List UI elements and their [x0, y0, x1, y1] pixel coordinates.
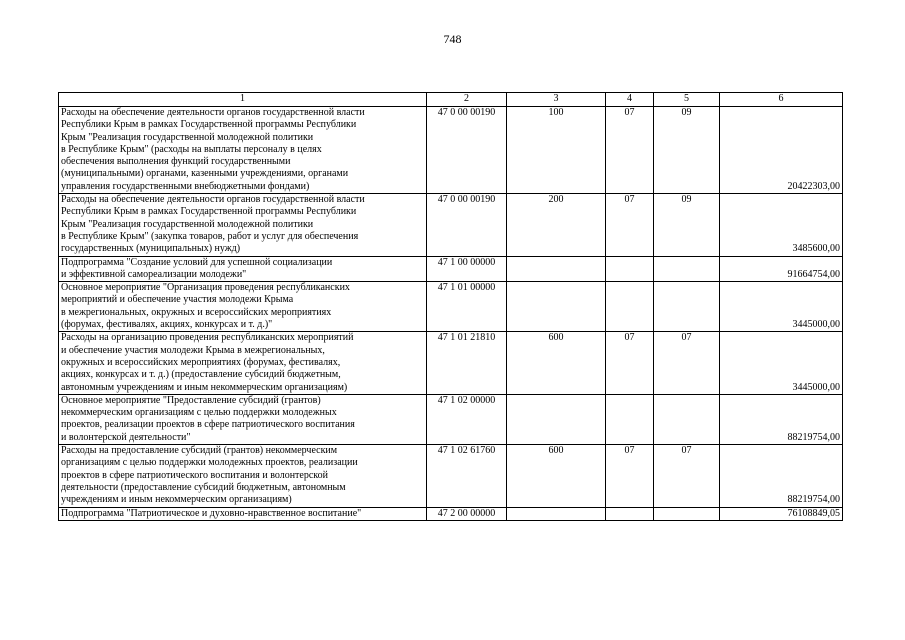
header-cell-6: 6	[720, 93, 843, 107]
row-code: 47 0 00 00190	[427, 107, 507, 194]
row-col-3: 100	[507, 107, 606, 194]
description-line: Расходы на обеспечение деятельности органов государственной власти	[61, 194, 365, 206]
description-line: мероприятий и обеспечение участия молодежи Крыма	[61, 294, 294, 306]
description-line: Крым "Реализация государственной молодежной политики	[61, 218, 314, 230]
row-description	[59, 107, 427, 194]
row-code: 47 1 00 00000	[427, 256, 507, 282]
description-line: в Республике Крым" (закупка товаров, работ и услуг для обеспечения	[61, 230, 359, 242]
row-col-5: 07	[654, 332, 720, 394]
header-cell-2: 2	[427, 93, 507, 107]
description-line: Основное мероприятие "Организация проведения республиканских	[61, 282, 350, 294]
header-cell-4: 4	[606, 93, 654, 107]
table-row	[59, 107, 843, 194]
row-code: 47 1 01 21810	[427, 332, 507, 394]
description-line: автономным учреждениям и иным некоммерческим организациям)	[61, 381, 348, 393]
row-amount: 88219754,00	[720, 394, 843, 444]
description-line: окружных и всероссийских мероприятиях (форумах, фестивалях,	[61, 356, 341, 368]
description-line: (форумах, фестивалях, акциях, конкурсах и т. д.)"	[61, 319, 273, 331]
description-line: и обеспечение участия молодежи Крыма в межрегиональных,	[61, 344, 325, 356]
row-amount: 20422303,00	[720, 107, 843, 194]
row-col-5	[654, 507, 720, 520]
description-line: в межрегиональных, окружных и всероссийских мероприятиях	[61, 306, 332, 318]
row-col-4	[606, 256, 654, 282]
row-col-3: 600	[507, 332, 606, 394]
row-description	[59, 394, 427, 444]
row-amount: 3445000,00	[720, 282, 843, 332]
row-code: 47 1 02 61760	[427, 445, 507, 507]
row-col-4: 07	[606, 332, 654, 394]
description-line: Расходы на предоставление субсидий (грантов) некоммерческим	[61, 445, 338, 457]
row-description	[59, 194, 427, 256]
row-code: 47 0 00 00190	[427, 194, 507, 256]
row-col-3	[507, 507, 606, 520]
row-amount: 88219754,00	[720, 445, 843, 507]
description-line: Основное мероприятие "Предоставление субсидий (грантов)	[61, 394, 321, 406]
row-col-5	[654, 394, 720, 444]
table-row	[59, 256, 843, 282]
table-body	[59, 93, 843, 521]
row-col-3: 200	[507, 194, 606, 256]
row-code: 47 1 02 00000	[427, 394, 507, 444]
row-description	[59, 507, 427, 520]
row-col-5: 07	[654, 445, 720, 507]
budget-table	[58, 92, 843, 521]
row-description	[59, 332, 427, 394]
description-line: (муниципальными) органами, казенными учреждениями, органами	[61, 168, 349, 180]
row-col-3	[507, 256, 606, 282]
row-description	[59, 256, 427, 282]
row-col-5: 09	[654, 194, 720, 256]
description-line: проектов в сфере патриотического воспитания и волонтерской	[61, 469, 329, 481]
description-line: в Республике Крым" (расходы на выплаты персоналу в целях	[61, 143, 322, 155]
header-cell-1: 1	[59, 93, 427, 107]
row-col-5: 09	[654, 107, 720, 194]
description-line: Расходы на обеспечение деятельности органов государственной власти	[61, 107, 365, 118]
table-row	[59, 332, 843, 394]
description-line: государственных (муниципальных) нужд)	[61, 243, 241, 255]
description-line: и волонтерской деятельности"	[61, 431, 191, 443]
row-col-5	[654, 282, 720, 332]
row-amount: 3445000,00	[720, 332, 843, 394]
row-col-3	[507, 282, 606, 332]
row-col-4: 07	[606, 194, 654, 256]
row-col-4	[606, 394, 654, 444]
row-description	[59, 445, 427, 507]
row-description	[59, 282, 427, 332]
row-col-3: 600	[507, 445, 606, 507]
description-line: и эффективной самореализации молодежи"	[61, 268, 247, 280]
description-line: обеспечения выполнения функций государственными	[61, 156, 291, 168]
description-line: акциях, конкурсах и т. д.) (предоставление субсидий бюджетным,	[61, 369, 341, 381]
description-line: управления государственными внебюджетными фондами)	[61, 180, 310, 192]
row-amount: 3485600,00	[720, 194, 843, 256]
row-col-4: 07	[606, 445, 654, 507]
row-amount: 76108849,05	[720, 507, 843, 520]
row-col-5	[654, 256, 720, 282]
table-row	[59, 445, 843, 507]
description-line: Крым "Реализация государственной молодежной политики	[61, 131, 314, 143]
description-line: Республики Крым в рамках Государственной программы Республики	[61, 206, 357, 218]
row-col-4: 07	[606, 107, 654, 194]
table-row	[59, 194, 843, 256]
table-row	[59, 282, 843, 332]
table-row	[59, 507, 843, 520]
row-col-4	[606, 507, 654, 520]
page-number: 748	[443, 32, 462, 46]
description-line: организациям с целью поддержки молодежных проектов, реализации	[61, 457, 358, 469]
row-col-4	[606, 282, 654, 332]
description-line: проектов, реализации проектов в сфере патриотического воспитания	[61, 419, 355, 431]
header-row	[59, 93, 843, 107]
row-amount: 91664754,00	[720, 256, 843, 282]
description-line: деятельности (предоставление субсидий бюджетным, автономным	[61, 481, 346, 493]
description-line: Подпрограмма "Создание условий для успешной социализации	[61, 256, 333, 268]
row-code: 47 1 01 00000	[427, 282, 507, 332]
row-col-3	[507, 394, 606, 444]
header-cell-5: 5	[654, 93, 720, 107]
table-row	[59, 394, 843, 444]
header-cell-3: 3	[507, 93, 606, 107]
description-line: некоммерческим организациям с целью поддержки молодежных	[61, 407, 337, 419]
row-code: 47 2 00 00000	[427, 507, 507, 520]
description-line: учреждениям и иным некоммерческим организациям)	[61, 494, 292, 506]
description-line: Подпрограмма "Патриотическое и духовно-нравственное воспитание"	[61, 507, 362, 519]
description-line: Расходы на организацию проведения республиканских мероприятий	[61, 332, 354, 344]
description-line: Республики Крым в рамках Государственной программы Республики	[61, 119, 357, 131]
